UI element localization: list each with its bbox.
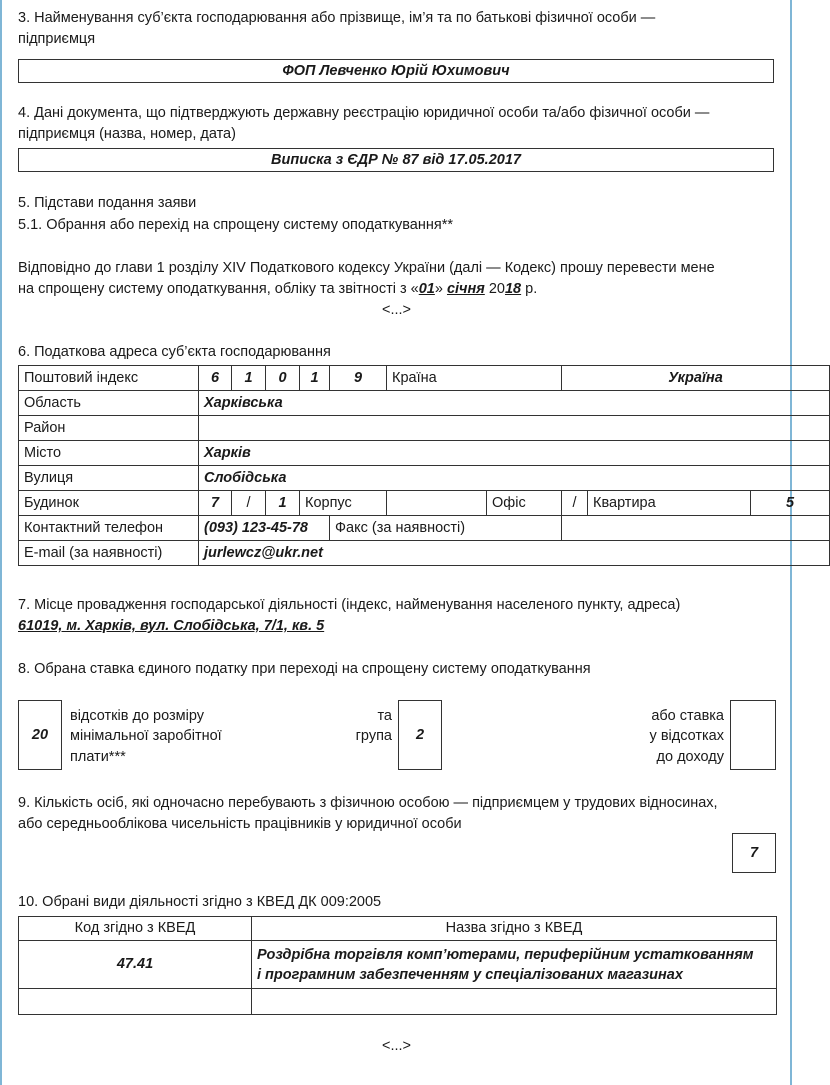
korpus-label: Корпус [300,491,387,516]
ellipsis-2: <...> [381,1038,412,1054]
phone-label: Контактний телефон [19,516,199,541]
fax-value[interactable] [562,516,830,541]
employees-count-box[interactable] [732,833,776,873]
kved-row-empty [19,989,777,1015]
postal-digit-1[interactable]: 6 [199,366,232,391]
korpus-value[interactable] [387,491,487,516]
street-label: Вулиця [19,466,199,491]
kved-name-line2: і програмним забезпеченням у спеціалізованих магазинах [257,966,683,983]
email-value[interactable]: jurlewcz@ukr.net [199,541,830,566]
country-label: Країна [387,366,562,391]
kved-code-empty[interactable] [19,989,252,1015]
kved-table [18,916,777,1015]
country-value[interactable]: Україна [562,366,830,391]
district-row [19,416,830,441]
section5-text-prefix: на спрощену систему оподаткування, обліку та звітності з « [18,281,419,297]
group-label: група [355,728,392,744]
percent-value-box[interactable] [18,700,62,770]
kved-code[interactable]: 47.41 [19,941,252,989]
kved-name-line1: Роздрібна торгівля комп’ютерами, периферійним устаткованням [257,946,754,963]
section5-label: 5. Підстави подання заяви [18,195,197,211]
section7-label: 7. Місце провадження господарської діяльності (індекс, найменування населеного пункту, адреса) [18,597,681,613]
rate-value-box[interactable] [730,700,776,770]
or-rate-line3: до доходу [656,749,724,765]
kved-code-header: Код згідно з КВЕД [19,917,252,941]
start-day: 01 [418,281,435,297]
section3-label-line1: 3. Найменування суб’єкта господарювання або прізвище, ім’я та по батькові фізичної особи — [18,10,656,26]
building-label: Будинок [19,491,199,516]
apartment-value[interactable]: 5 [751,491,830,516]
region-label: Область [19,391,199,416]
section4-label-line1: 4. Дані документа, що підтверджують державну реєстрацію юридичної особи та/або фізичної особи — [18,105,710,121]
kved-header-row [19,917,777,941]
postal-digit-2[interactable]: 1 [232,366,266,391]
kved-row [19,941,777,989]
phone-value[interactable]: (093) 123-45-78 [199,516,330,541]
email-row [19,541,830,566]
postal-digit-3[interactable]: 0 [266,366,300,391]
page-frame-left [0,0,2,1085]
kved-name-header: Назва згідно з КВЕД [252,917,777,941]
year-prefix: 20 [488,281,505,297]
start-month: січня [446,281,485,297]
section5-text-line1: Відповідно до глави 1 розділу XIV Податкового кодексу України (далі — Кодекс) прошу перевести мене [18,260,715,276]
address-table [18,365,830,566]
section6-label: 6. Податкова адреса суб’єкта господарювання [18,344,331,360]
postal-digit-5[interactable]: 9 [330,366,387,391]
section8-label: 8. Обрана ставка єдиного податку при переході на спрощену систему оподаткування [18,661,591,677]
section4-value: Виписка з ЄДР № 87 від 17.05.2017 [271,151,521,168]
and-label: та [377,708,392,724]
kved-name-empty[interactable] [252,989,777,1015]
section4-value-field[interactable] [18,148,774,172]
group-value: 2 [415,726,425,743]
city-value[interactable]: Харків [199,441,830,466]
city-label: Місто [19,441,199,466]
kved-name[interactable] [252,941,777,989]
street-row [19,466,830,491]
section9-label-line1: 9. Кількість осіб, які одночасно перебувають з фізичною особою — підприємцем у трудових відносинах, [18,795,718,811]
ellipsis-1: <...> [381,302,412,318]
apartment-label: Квартира [588,491,751,516]
percent-desc-line2: мінімальної заробітної [70,728,222,744]
phone-row [19,516,830,541]
region-value[interactable]: Харківська [199,391,830,416]
building-row [19,491,830,516]
employees-count: 7 [749,844,759,861]
year-suffix: 18 [504,281,522,297]
or-rate-line1: або ставка [651,708,724,724]
section3-value: ФОП Левченко Юрій Юхимович [282,62,510,79]
postal-row [19,366,830,391]
section3-label-line2: підприємця [18,31,96,47]
section3-value-field[interactable] [18,59,774,83]
office-label: Офіс [487,491,562,516]
city-row [19,441,830,466]
section5-1-label: 5.1. Обрання або перехід на спрощену систему оподаткування** [18,217,453,233]
quote-close: » [434,281,443,297]
section9-label-line2: або середньооблікова чисельність працівників у юридичної особи [18,816,462,832]
postal-label: Поштовий індекс [19,366,199,391]
office-slash: / [562,491,588,516]
section10-label: 10. Обрані види діяльності згідно з КВЕД ДК 009:2005 [18,894,382,910]
district-value[interactable] [199,416,830,441]
postal-digit-4[interactable]: 1 [300,366,330,391]
district-label: Район [19,416,199,441]
group-value-box[interactable] [398,700,442,770]
percent-value: 20 [31,726,49,743]
section5-text-line2 [18,280,537,299]
building-slash: / [232,491,266,516]
fax-label: Факс (за наявності) [330,516,562,541]
building-number[interactable]: 7 [199,491,232,516]
or-rate-line2: у відсотках [649,728,724,744]
section4-label-line2: підприємця (назва, номер, дата) [18,126,236,142]
email-label: E-mail (за наявності) [19,541,199,566]
region-row [19,391,830,416]
building-part[interactable]: 1 [266,491,300,516]
street-value[interactable]: Слобідська [199,466,830,491]
year-unit: р. [525,281,538,297]
percent-desc-line3: плати*** [70,749,126,765]
percent-desc-line1: відсотків до розміру [70,708,204,724]
section7-value[interactable]: 61019, м. Харків, вул. Слобідська, 7/1, кв. 5 [18,618,325,634]
